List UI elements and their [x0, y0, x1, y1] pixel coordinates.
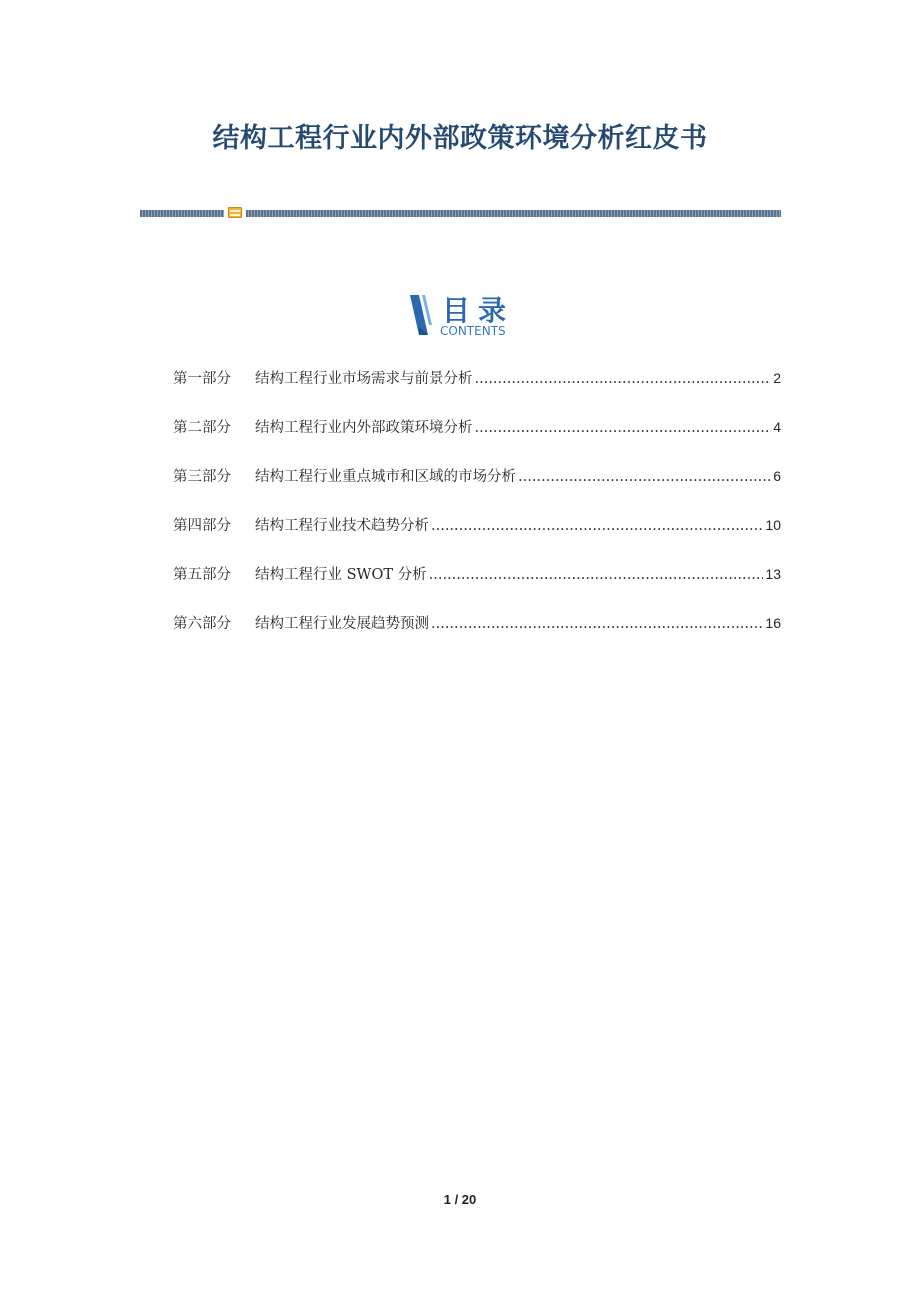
toc-entry-leader: [475, 371, 772, 387]
toc-entry-page: 6: [773, 468, 781, 484]
toc-entry-title: 结构工程行业发展趋势预测: [255, 616, 429, 632]
toc-entry-page: 10: [765, 517, 781, 533]
toc-entry-part: 第一部分: [173, 371, 231, 387]
toc-entry[interactable]: [173, 465, 781, 514]
toc-entry-page: 16: [765, 615, 781, 631]
toc-entry-leader: [429, 567, 764, 583]
toc-entry-page: 2: [773, 370, 781, 386]
toc-entry-leader: [431, 518, 763, 534]
page-number: 1 / 20: [443, 1192, 477, 1207]
toc-heading: 目录: [442, 294, 515, 327]
toc-subheading: CONTENTS: [440, 324, 506, 338]
divider-bar-left: [140, 210, 224, 217]
toc-entry-part: 第三部分: [173, 469, 231, 485]
toc-entry-page: 13: [765, 566, 781, 582]
toc-entry-part: 第六部分: [173, 616, 231, 632]
toc-entry-part: 第五部分: [173, 567, 231, 583]
toc-entry-leader: [431, 616, 763, 632]
toc-entry-title: 结构工程行业重点城市和区域的市场分析: [255, 469, 516, 485]
toc-entry[interactable]: [173, 563, 781, 612]
toc-entry-title: 结构工程行业 SWOT 分析: [255, 567, 427, 583]
toc-entry-part: 第二部分: [173, 420, 231, 436]
toc-entry-title: 结构工程行业市场需求与前景分析: [255, 371, 473, 387]
toc-entry-title: 结构工程行业技术趋势分析: [255, 518, 429, 534]
toc-entry-leader: [518, 469, 771, 485]
divider-bar-right: [246, 210, 781, 217]
toc-entry-page: 4: [773, 419, 781, 435]
toc-entry[interactable]: [173, 416, 781, 465]
envelope-icon: [228, 207, 242, 218]
document-title: 结构工程行业内外部政策环境分析红皮书: [212, 123, 708, 154]
toc-entry[interactable]: [173, 367, 781, 416]
toc-entry[interactable]: [173, 612, 781, 661]
toc-entry-title: 结构工程行业内外部政策环境分析: [255, 420, 473, 436]
toc-entry-leader: [475, 420, 772, 436]
toc-entry-part: 第四部分: [173, 518, 231, 534]
toc-header: [408, 293, 528, 339]
toc-logo-icon: [408, 293, 434, 337]
table-of-contents: [173, 367, 781, 661]
toc-entry[interactable]: [173, 514, 781, 563]
